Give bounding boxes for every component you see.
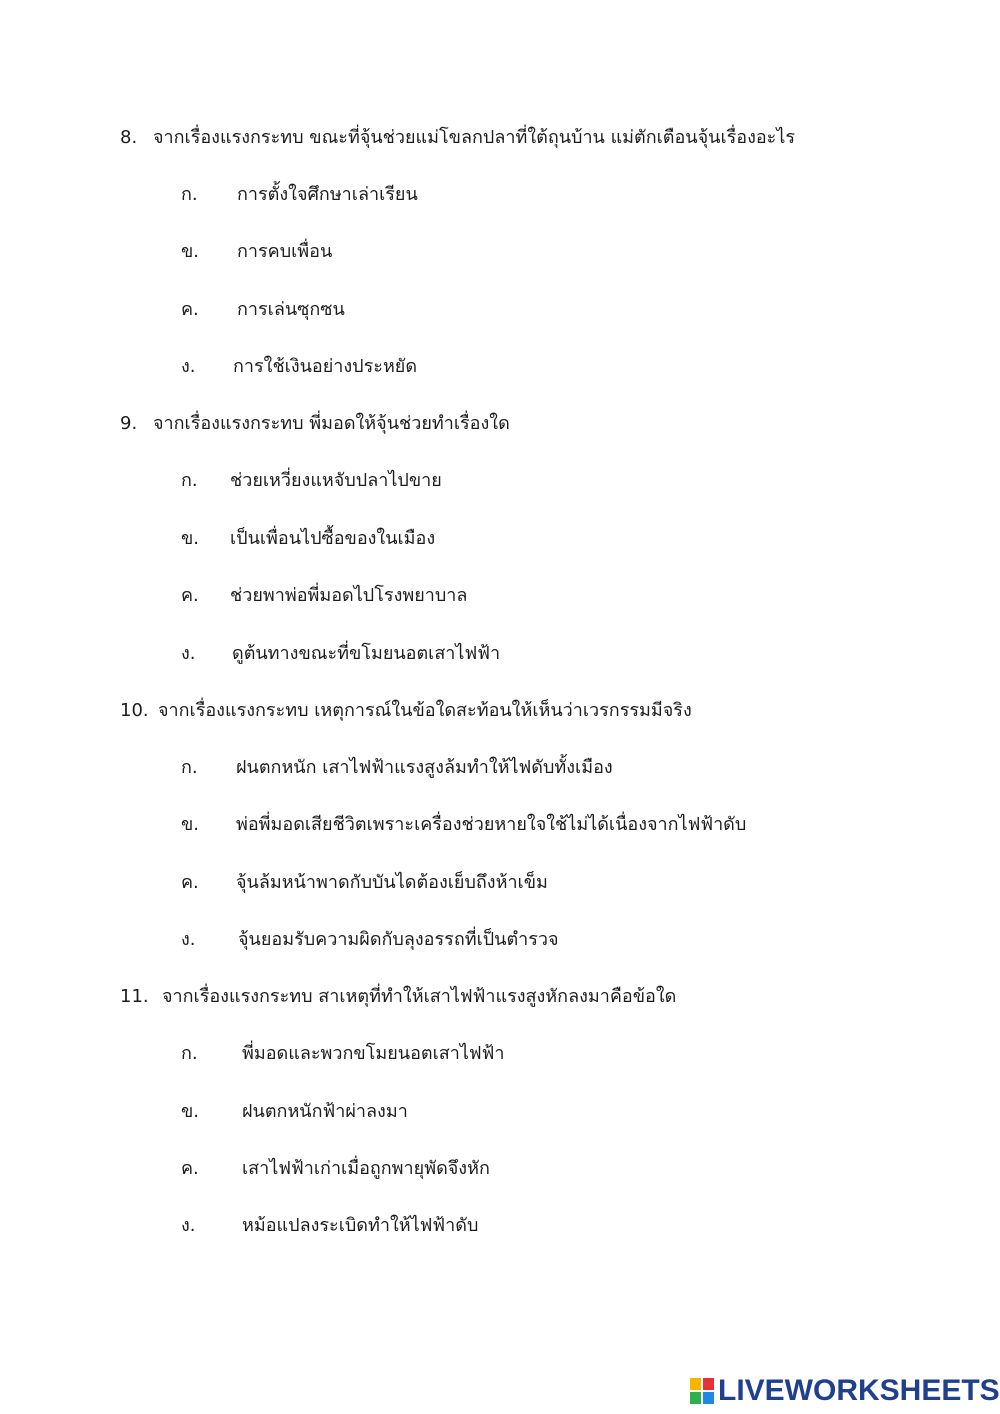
option-letter: ค. bbox=[181, 299, 199, 320]
option-text: การตั้งใจศึกษาเล่าเรียน bbox=[237, 184, 418, 205]
question-10 bbox=[120, 700, 692, 722]
liveworksheets-logo bbox=[690, 1374, 1000, 1408]
option-8-b bbox=[181, 241, 333, 263]
option-text: เป็นเพื่อนไปซื้อของในเมือง bbox=[230, 528, 436, 549]
option-9-d bbox=[181, 643, 501, 665]
option-letter: ค. bbox=[181, 872, 199, 893]
option-letter: ง. bbox=[181, 929, 196, 950]
option-text: ช่วยเหวี่ยงแหจับปลาไปขาย bbox=[230, 470, 442, 491]
option-letter: ข. bbox=[181, 241, 200, 262]
question-number: 10. bbox=[120, 700, 149, 721]
option-11-d bbox=[181, 1215, 479, 1237]
option-9-c bbox=[181, 585, 468, 607]
option-letter: ง. bbox=[181, 356, 196, 377]
option-8-d bbox=[181, 356, 418, 378]
option-letter: ข. bbox=[181, 528, 200, 549]
option-11-b bbox=[181, 1101, 408, 1123]
question-text: จากเรื่องแรงกระทบ พี่มอดให้จุ้นช่วยทำเรื่องใด bbox=[153, 413, 510, 434]
option-letter: ก. bbox=[181, 757, 198, 778]
option-text: ฝนตกหนักฟ้าผ่าลงมา bbox=[242, 1101, 408, 1122]
option-text: ฝนตกหนัก เสาไฟฟ้าแรงสูงล้มทำให้ไฟดับทั้งเมือง bbox=[236, 757, 613, 778]
option-letter: ค. bbox=[181, 1158, 199, 1179]
option-text: พ่อพี่มอดเสียชีวิตเพราะเครื่องช่วยหายใจใช้ไม่ได้เนื่องจากไฟฟ้าดับ bbox=[236, 814, 747, 835]
option-letter: ก. bbox=[181, 470, 198, 491]
option-text: จุ้นยอมรับความผิดกับลุงอรรถที่เป็นตำรวจ bbox=[238, 929, 559, 950]
question-9 bbox=[120, 413, 510, 435]
option-text: การใช้เงินอย่างประหยัด bbox=[233, 356, 418, 377]
option-11-c bbox=[181, 1158, 490, 1180]
question-number: 8. bbox=[120, 127, 138, 148]
option-letter: ข. bbox=[181, 814, 200, 835]
option-text: ช่วยพาพ่อพี่มอดไปโรงพยาบาล bbox=[230, 585, 468, 606]
option-9-b bbox=[181, 528, 436, 550]
option-letter: ค. bbox=[181, 585, 199, 606]
option-10-d bbox=[181, 929, 559, 951]
option-10-b bbox=[181, 814, 747, 836]
option-text: การเล่นซุกซน bbox=[237, 299, 345, 320]
logo-mark-icon bbox=[690, 1378, 714, 1404]
option-text: ดูต้นทางขณะที่ขโมยนอตเสาไฟฟ้า bbox=[232, 643, 501, 664]
option-text: พี่มอดและพวกขโมยนอตเสาไฟฟ้า bbox=[242, 1043, 505, 1064]
question-text: จากเรื่องแรงกระทบ เหตุการณ์ในข้อใดสะท้อนให้เห็นว่าเวรกรรมมีจริง bbox=[158, 700, 692, 721]
question-number: 9. bbox=[120, 413, 138, 434]
option-letter: ง. bbox=[181, 1215, 196, 1236]
option-letter: ก. bbox=[181, 1043, 198, 1064]
option-text: เสาไฟฟ้าเก่าเมื่อถูกพายุพัดจึงหัก bbox=[242, 1158, 490, 1179]
option-9-a bbox=[181, 470, 442, 492]
option-letter: ก. bbox=[181, 184, 198, 205]
question-text: จากเรื่องแรงกระทบ ขณะที่จุ้นช่วยแม่โขลกปลาที่ใต้ถุนบ้าน แม่ตักเตือนจุ้นเรื่องอะไร bbox=[153, 127, 796, 148]
option-letter: ข. bbox=[181, 1101, 200, 1122]
question-8 bbox=[120, 127, 796, 149]
question-11 bbox=[120, 986, 677, 1008]
question-text: จากเรื่องแรงกระทบ สาเหตุที่ทำให้เสาไฟฟ้าแรงสูงหักลงมาคือข้อใด bbox=[162, 986, 677, 1007]
logo-text: LIVEWORKSHEETS bbox=[718, 1374, 1000, 1407]
option-10-a bbox=[181, 757, 613, 779]
option-8-c bbox=[181, 299, 345, 321]
option-8-a bbox=[181, 184, 418, 206]
option-10-c bbox=[181, 872, 548, 894]
option-letter: ง. bbox=[181, 643, 196, 664]
option-11-a bbox=[181, 1043, 505, 1065]
option-text: หม้อแปลงระเบิดทำให้ไฟฟ้าดับ bbox=[242, 1215, 479, 1236]
question-number: 11. bbox=[120, 986, 149, 1007]
option-text: การคบเพื่อน bbox=[237, 241, 333, 262]
option-text: จุ้นล้มหน้าพาดกับบันไดต้องเย็บถึงห้าเข็ม bbox=[236, 872, 548, 893]
